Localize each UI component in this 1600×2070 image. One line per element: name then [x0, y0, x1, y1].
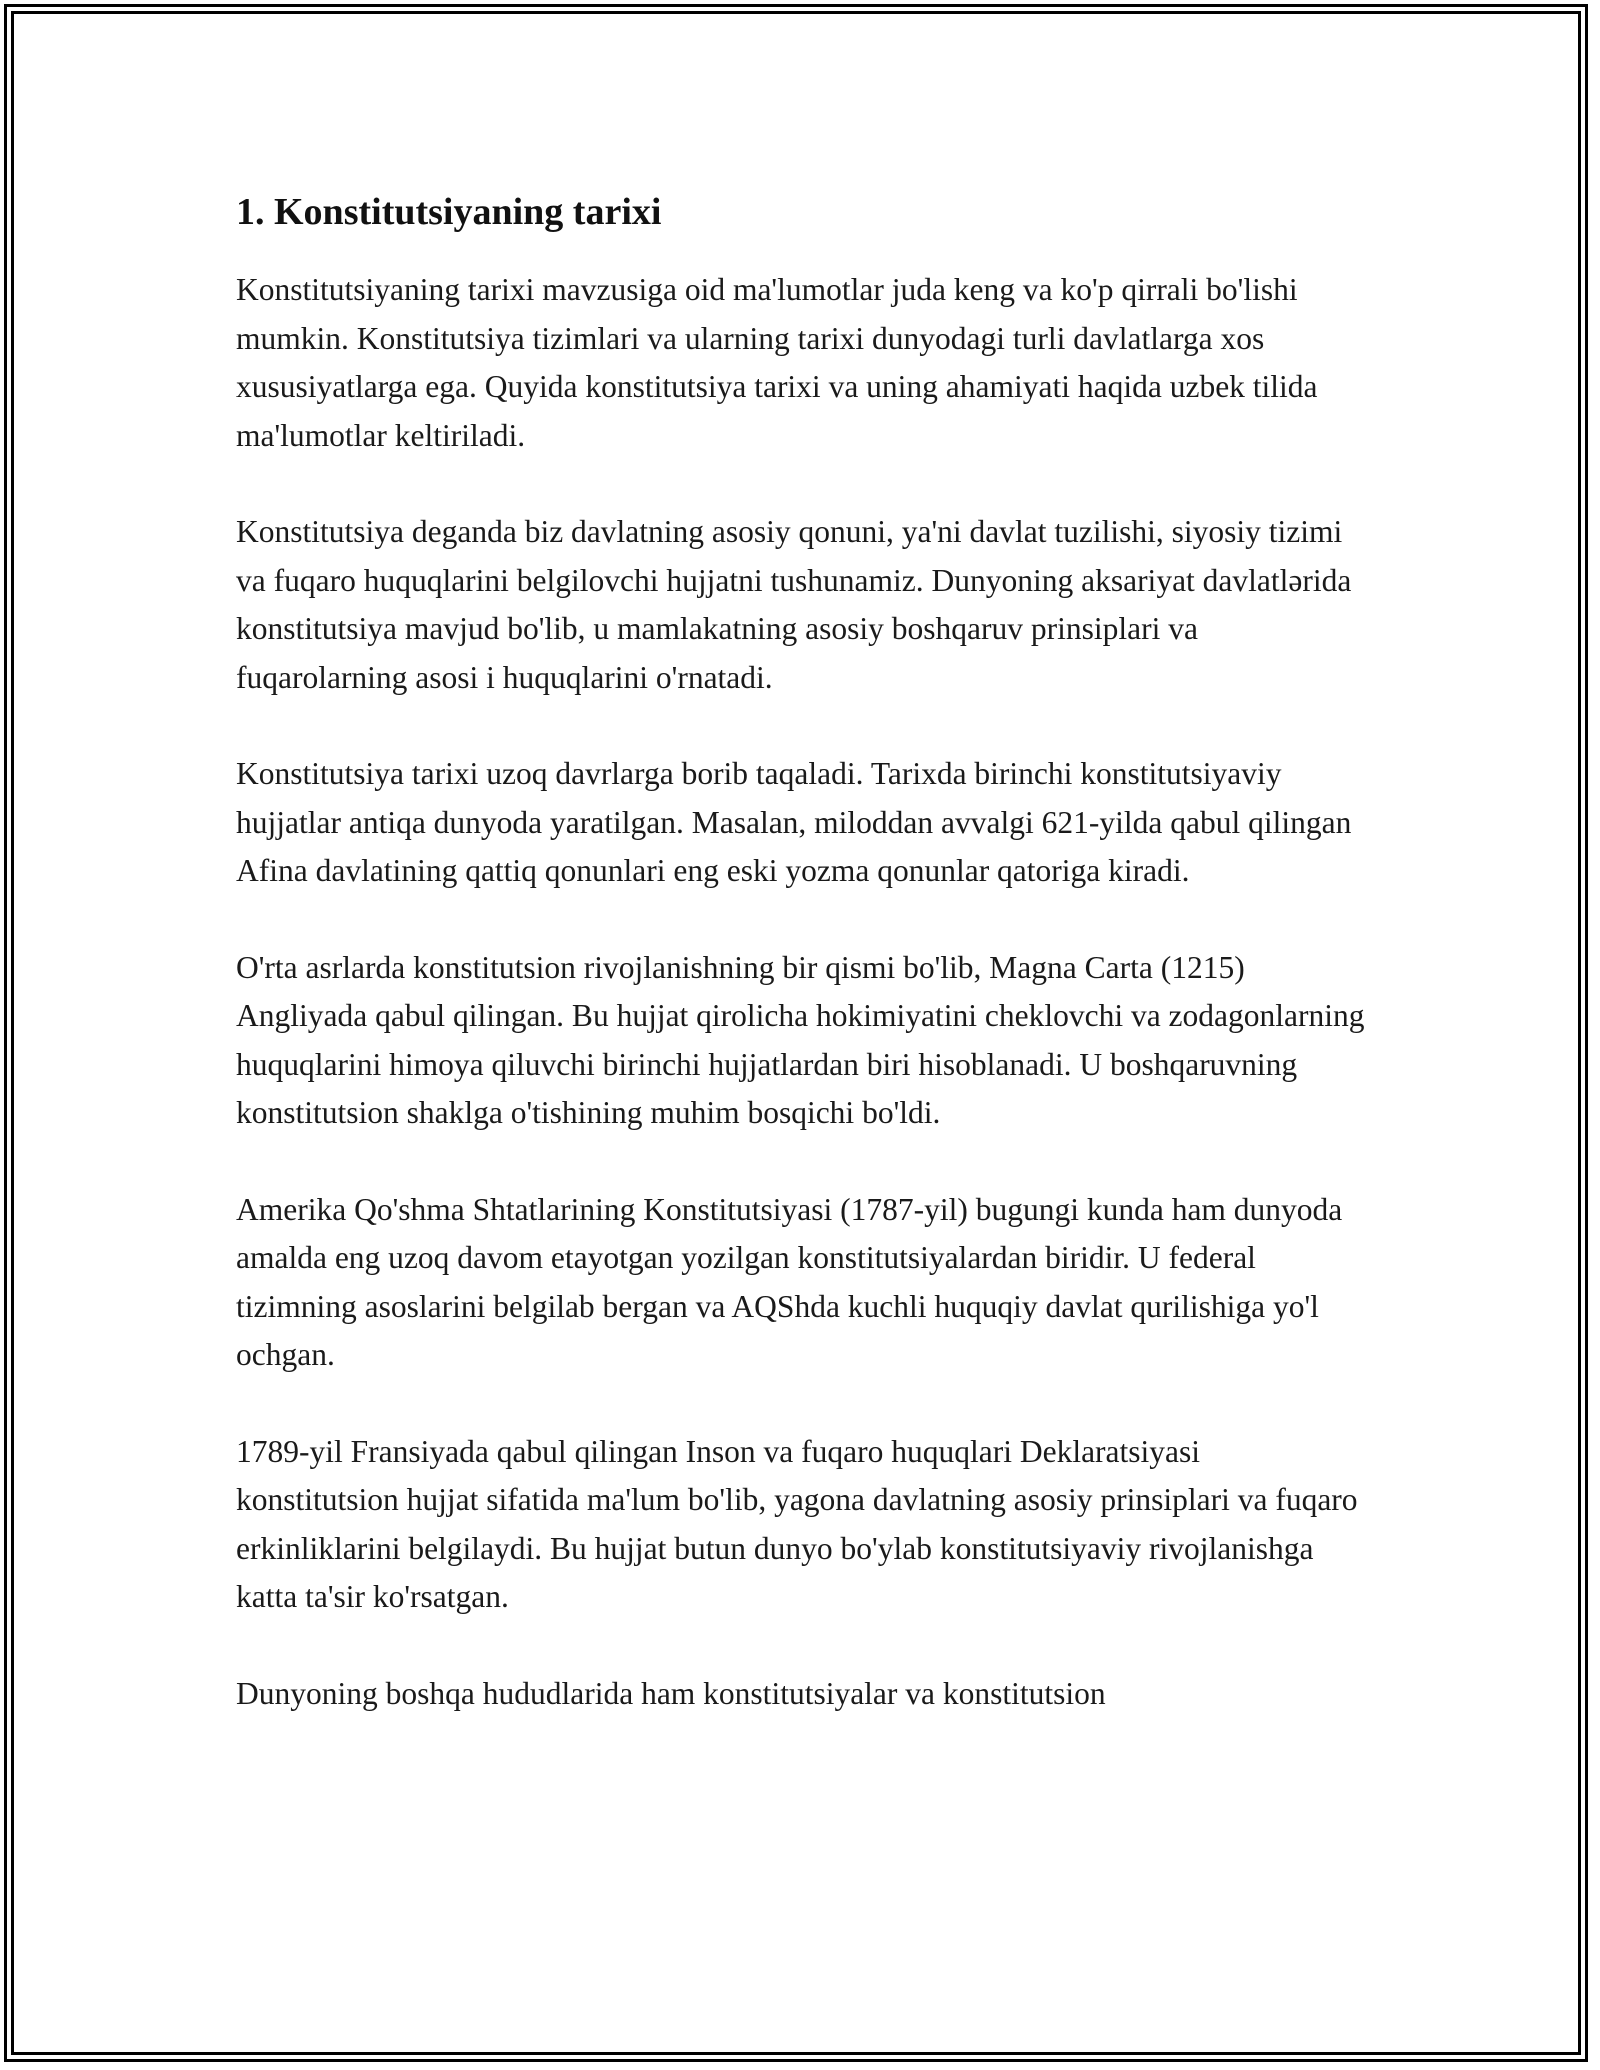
section-heading: 1. Konstitutsiyaning tarixi	[236, 191, 662, 233]
paragraph-5: Amerika Qo'shma Shtatlarining Konstitutsiyasi (1787-yil) bugungi kunda ham dunyoda amalda eng uzoq davom etayotgan yozilgan konstitutsiyalardan biridir. U federal tizimning asoslarini belgilab bergan va AQShda kuchli huquqiy davlat qurilishiga yo'l ochgan.	[236, 1191, 1343, 1372]
paragraph-6: 1789-yil Fransiyada qabul qilingan Inson va fuqaro huquqlari Deklaratsiyasi konstitutsion hujjat sifatida ma'lum bo'lib, yagona davlatning asosiy prinsiplari va fuqaro erkinliklarini belgilaydi. Bu hujjat butun dunyo bo'ylab konstitutsiyaviy rivojlanishga katta ta'sir ko'rsatgan.	[236, 1433, 1358, 1614]
paragraph-1: Konstitutsiyaning tarixi mavzusiga oid ma'lumotlar juda keng va ko'p qirrali bo'lishi mumkin. Konstitutsiya tizimlari va ularning tarixi dunyodagi turli davlatlarga xos xususiyatlarga ega. Quyida konstitutsiya tarixi va uning ahamiyati haqida uzbek tilida ma'lumotlar keltiriladi.	[236, 272, 1318, 453]
paragraph-3: Konstitutsiya tarixi uzoq davrlarga borib taqaladi. Tarixda birinchi konstitutsiyaviy hujjatlar antiqa dunyoda yaratilgan. Masalan, miloddan avvalgi 621-yilda qabul qilingan Afina davlatining qattiq qonunlari eng eski yozma qonunlar qatoriga kiradi.	[236, 756, 1352, 888]
paragraph-2: Konstitutsiya deganda biz davlatning asosiy qonuni, ya'ni davlat tuzilishi, siyosiy tizimi va fuqaro huquqlarini belgilovchi hujjatni tushunamiz. Dunyoning aksariyat davlatlərida konstitutsiya mavjud bo'lib, u mamlakatning asosiy boshqaruv prinsiplari va fuqarolarning asosi i huquqlarini o'rnatadi.	[236, 514, 1352, 695]
document-body	[236, 188, 1376, 1766]
paragraph-4: O'rta asrlarda konstitutsion rivojlanishning bir qismi bo'lib, Magna Carta (1215) Angliyada qabul qilingan. Bu hujjat qirolicha hokimiyatini cheklovchi va zodagonlarning huquqlarini himoya qiluvchi birinchi hujjatlardan biri hisoblanadi. U boshqaruvning konstitutsion shaklga o'tishining muhim bosqichi bo'ldi.	[236, 949, 1365, 1130]
paragraph-7: Dunyoning boshqa hududlarida ham konstitutsiyalar va konstitutsion	[236, 1675, 1106, 1711]
